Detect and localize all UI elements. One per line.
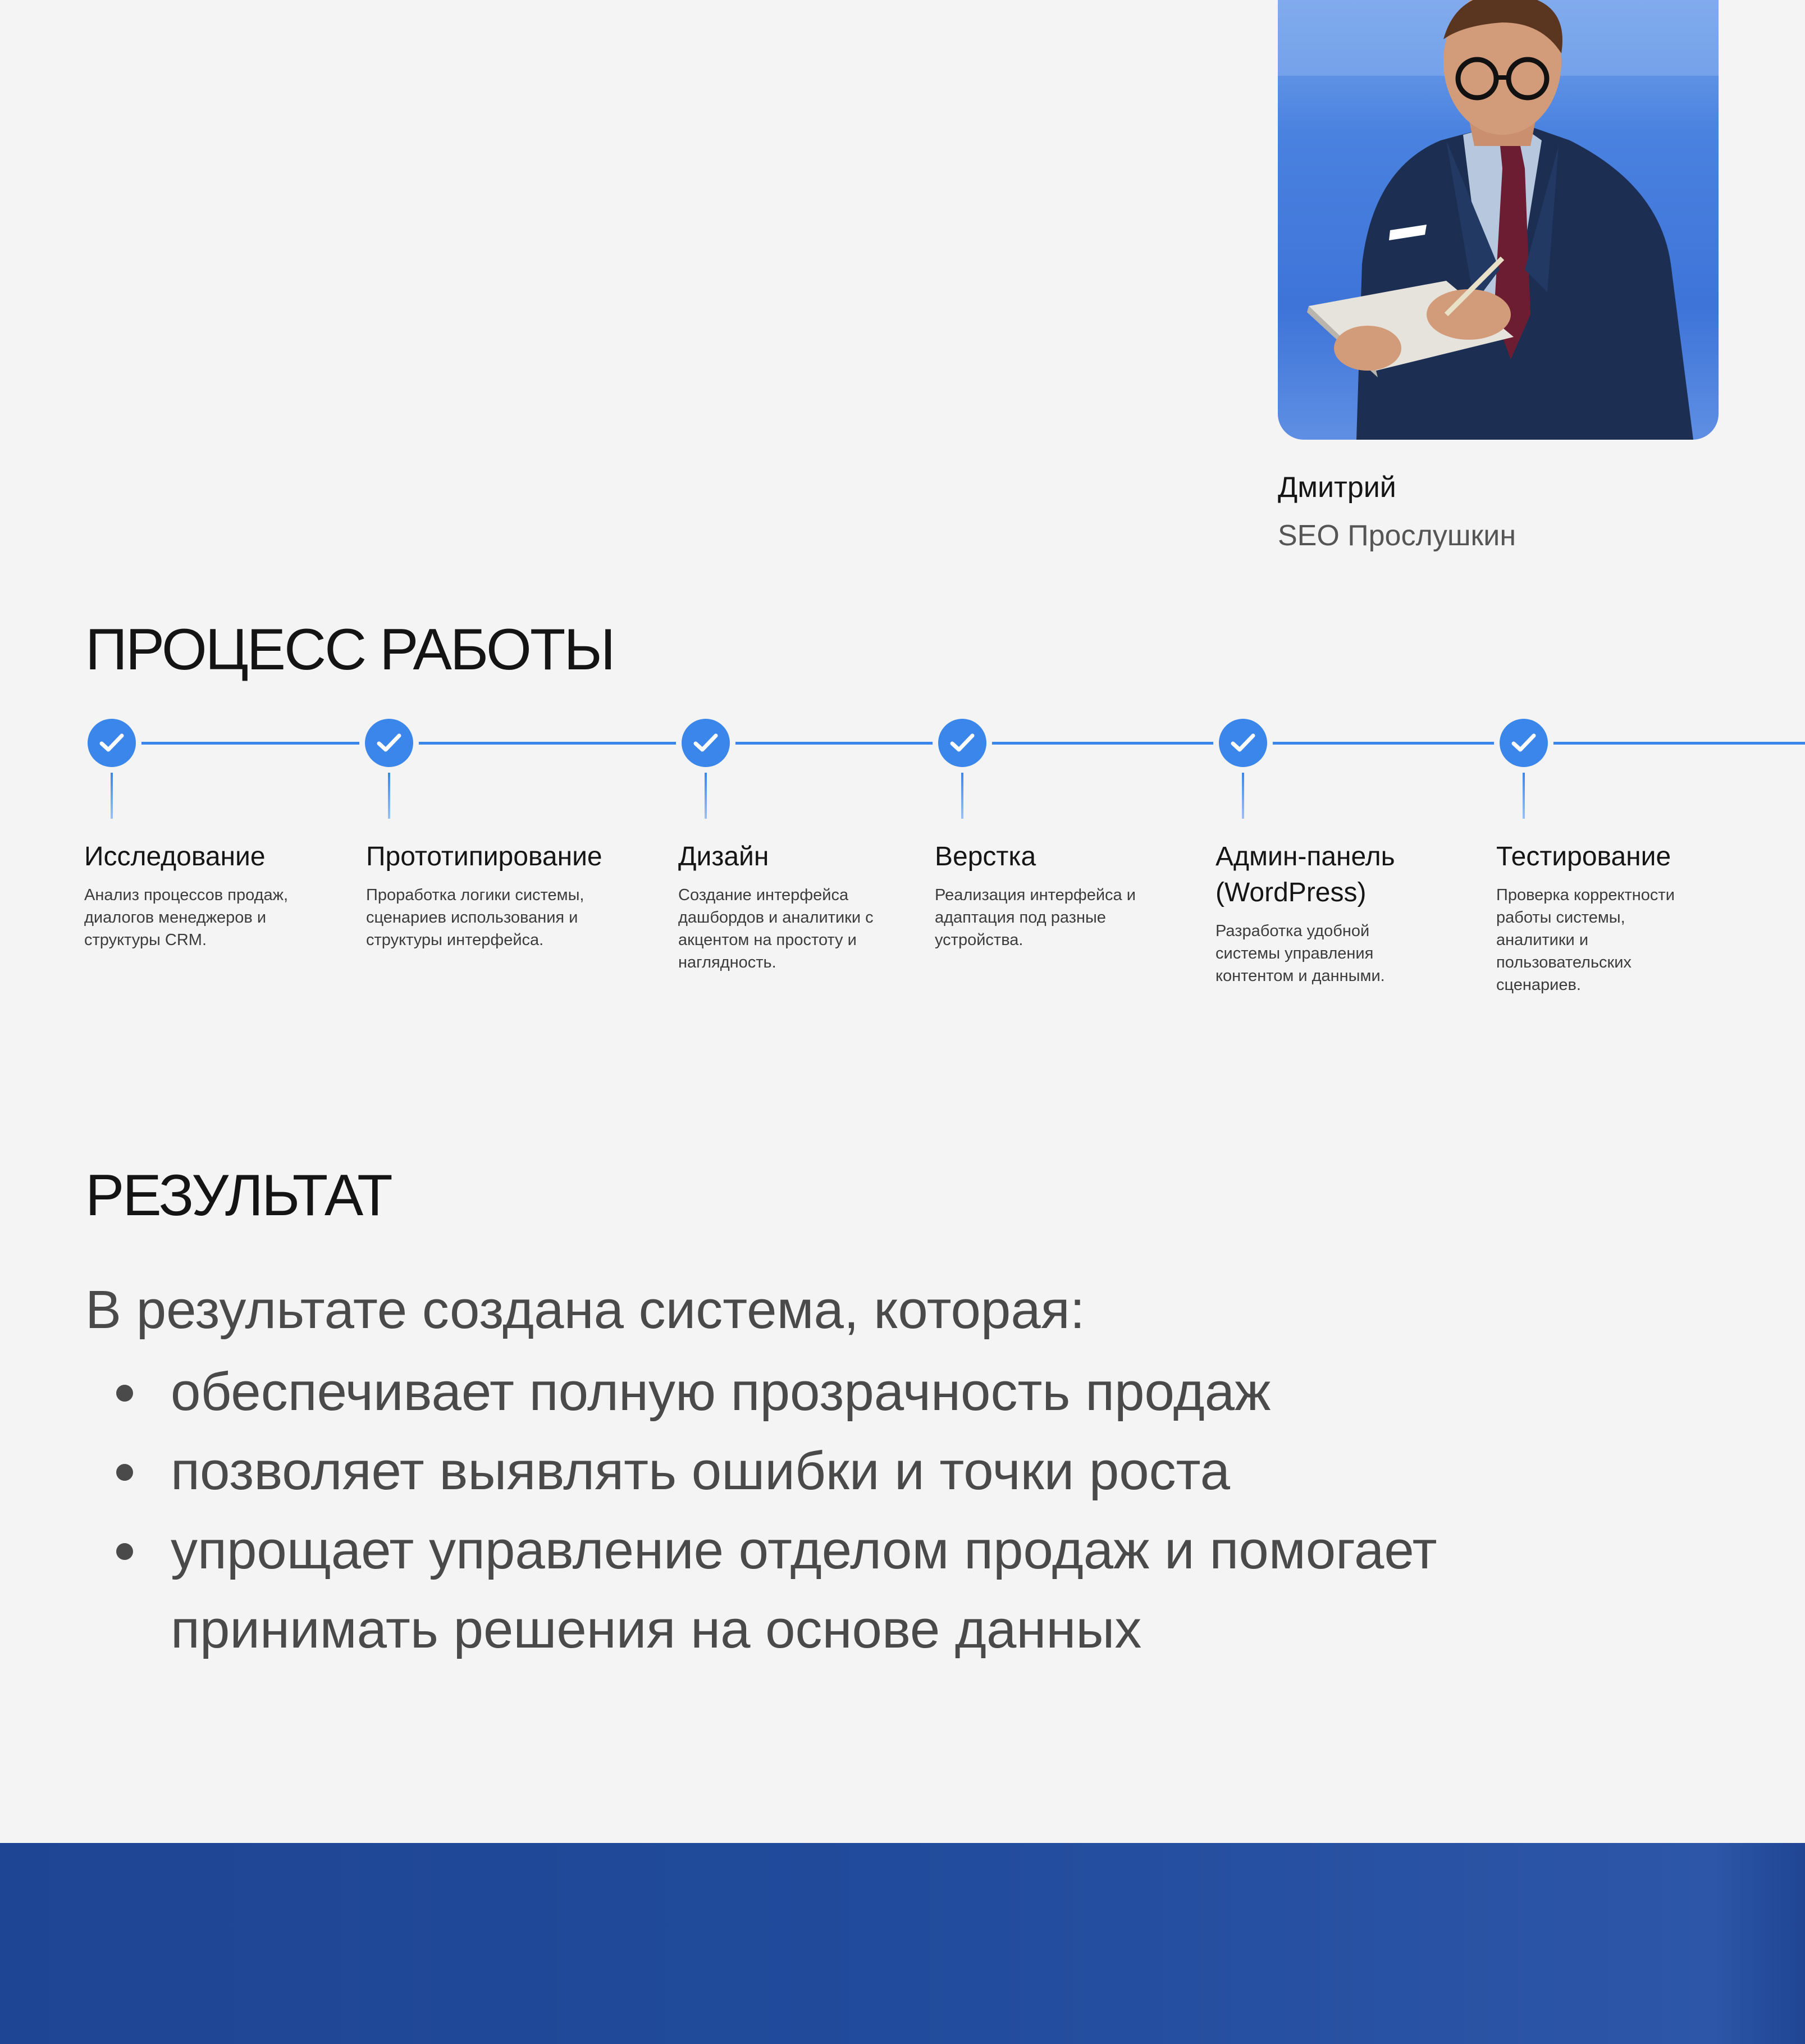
step-connector: [961, 773, 963, 819]
step-description: Проработка логики системы, сценариев использования и структуры интерфейса.: [366, 886, 584, 949]
step-connector: [1242, 773, 1244, 819]
step-connector: [111, 773, 113, 819]
step-check-icon: [938, 719, 986, 767]
step-title: Прототипирование: [366, 842, 602, 872]
step-check-icon: [1219, 719, 1267, 767]
process-title: ПРОЦЕСС РАБОТЫ: [85, 617, 614, 682]
step-title: Дизайн: [678, 842, 769, 872]
result-title: РЕЗУЛЬТАТ: [85, 1163, 391, 1228]
step-title: Тестирование: [1496, 842, 1671, 872]
step-description: Анализ процессов продаж, диалогов менеджеров и структуры CRM.: [84, 886, 289, 949]
footer-band: [0, 1843, 1805, 2044]
step-check-icon: [1500, 719, 1548, 767]
step-title: Исследование: [84, 842, 266, 872]
result-intro: В результате создана система, которая:: [85, 1280, 1085, 1340]
step-description: Реализация интерфейса и адаптация под разные устройства.: [935, 886, 1136, 949]
step-connector: [705, 773, 707, 819]
step-connector: [388, 773, 390, 819]
step-description: Разработка удобной системы управления контентом и данными.: [1215, 922, 1385, 985]
bullet-icon: [116, 1543, 133, 1560]
step-check-icon: [682, 719, 730, 767]
result-list-item: [85, 1352, 1713, 1431]
businessman-photo-icon: [1278, 0, 1719, 440]
step-check-icon: [88, 719, 136, 767]
step-check-icon: [365, 719, 413, 767]
result-list-item: [85, 1511, 1630, 1669]
step-title: Верстка: [935, 842, 1036, 872]
person-photo: [1278, 0, 1719, 440]
bullet-icon: [116, 1385, 133, 1402]
step-description: Проверка корректности работы системы, аналитики и пользовательских сценариев.: [1496, 886, 1675, 994]
bullet-icon: [116, 1464, 133, 1481]
result-list-item: [85, 1431, 1713, 1511]
result-item-text: обеспечивает полную прозрачность продаж: [171, 1362, 1271, 1422]
result-list: [85, 1352, 1713, 1669]
person-role: SEO Прослушкин: [1278, 519, 1516, 552]
step-description: Создание интерфейса дашбордов и аналитики с акцентом на простоту и наглядность.: [678, 886, 874, 971]
result-item-text: упрощает управление отделом продаж и помогает принимать решения на основе данных: [171, 1520, 1437, 1659]
result-item-text: позволяет выявлять ошибки и точки роста: [171, 1441, 1230, 1501]
step-title: Админ-панель (WordPress): [1215, 842, 1395, 907]
step-connector: [1523, 773, 1525, 819]
person-name: Дмитрий: [1278, 471, 1396, 504]
